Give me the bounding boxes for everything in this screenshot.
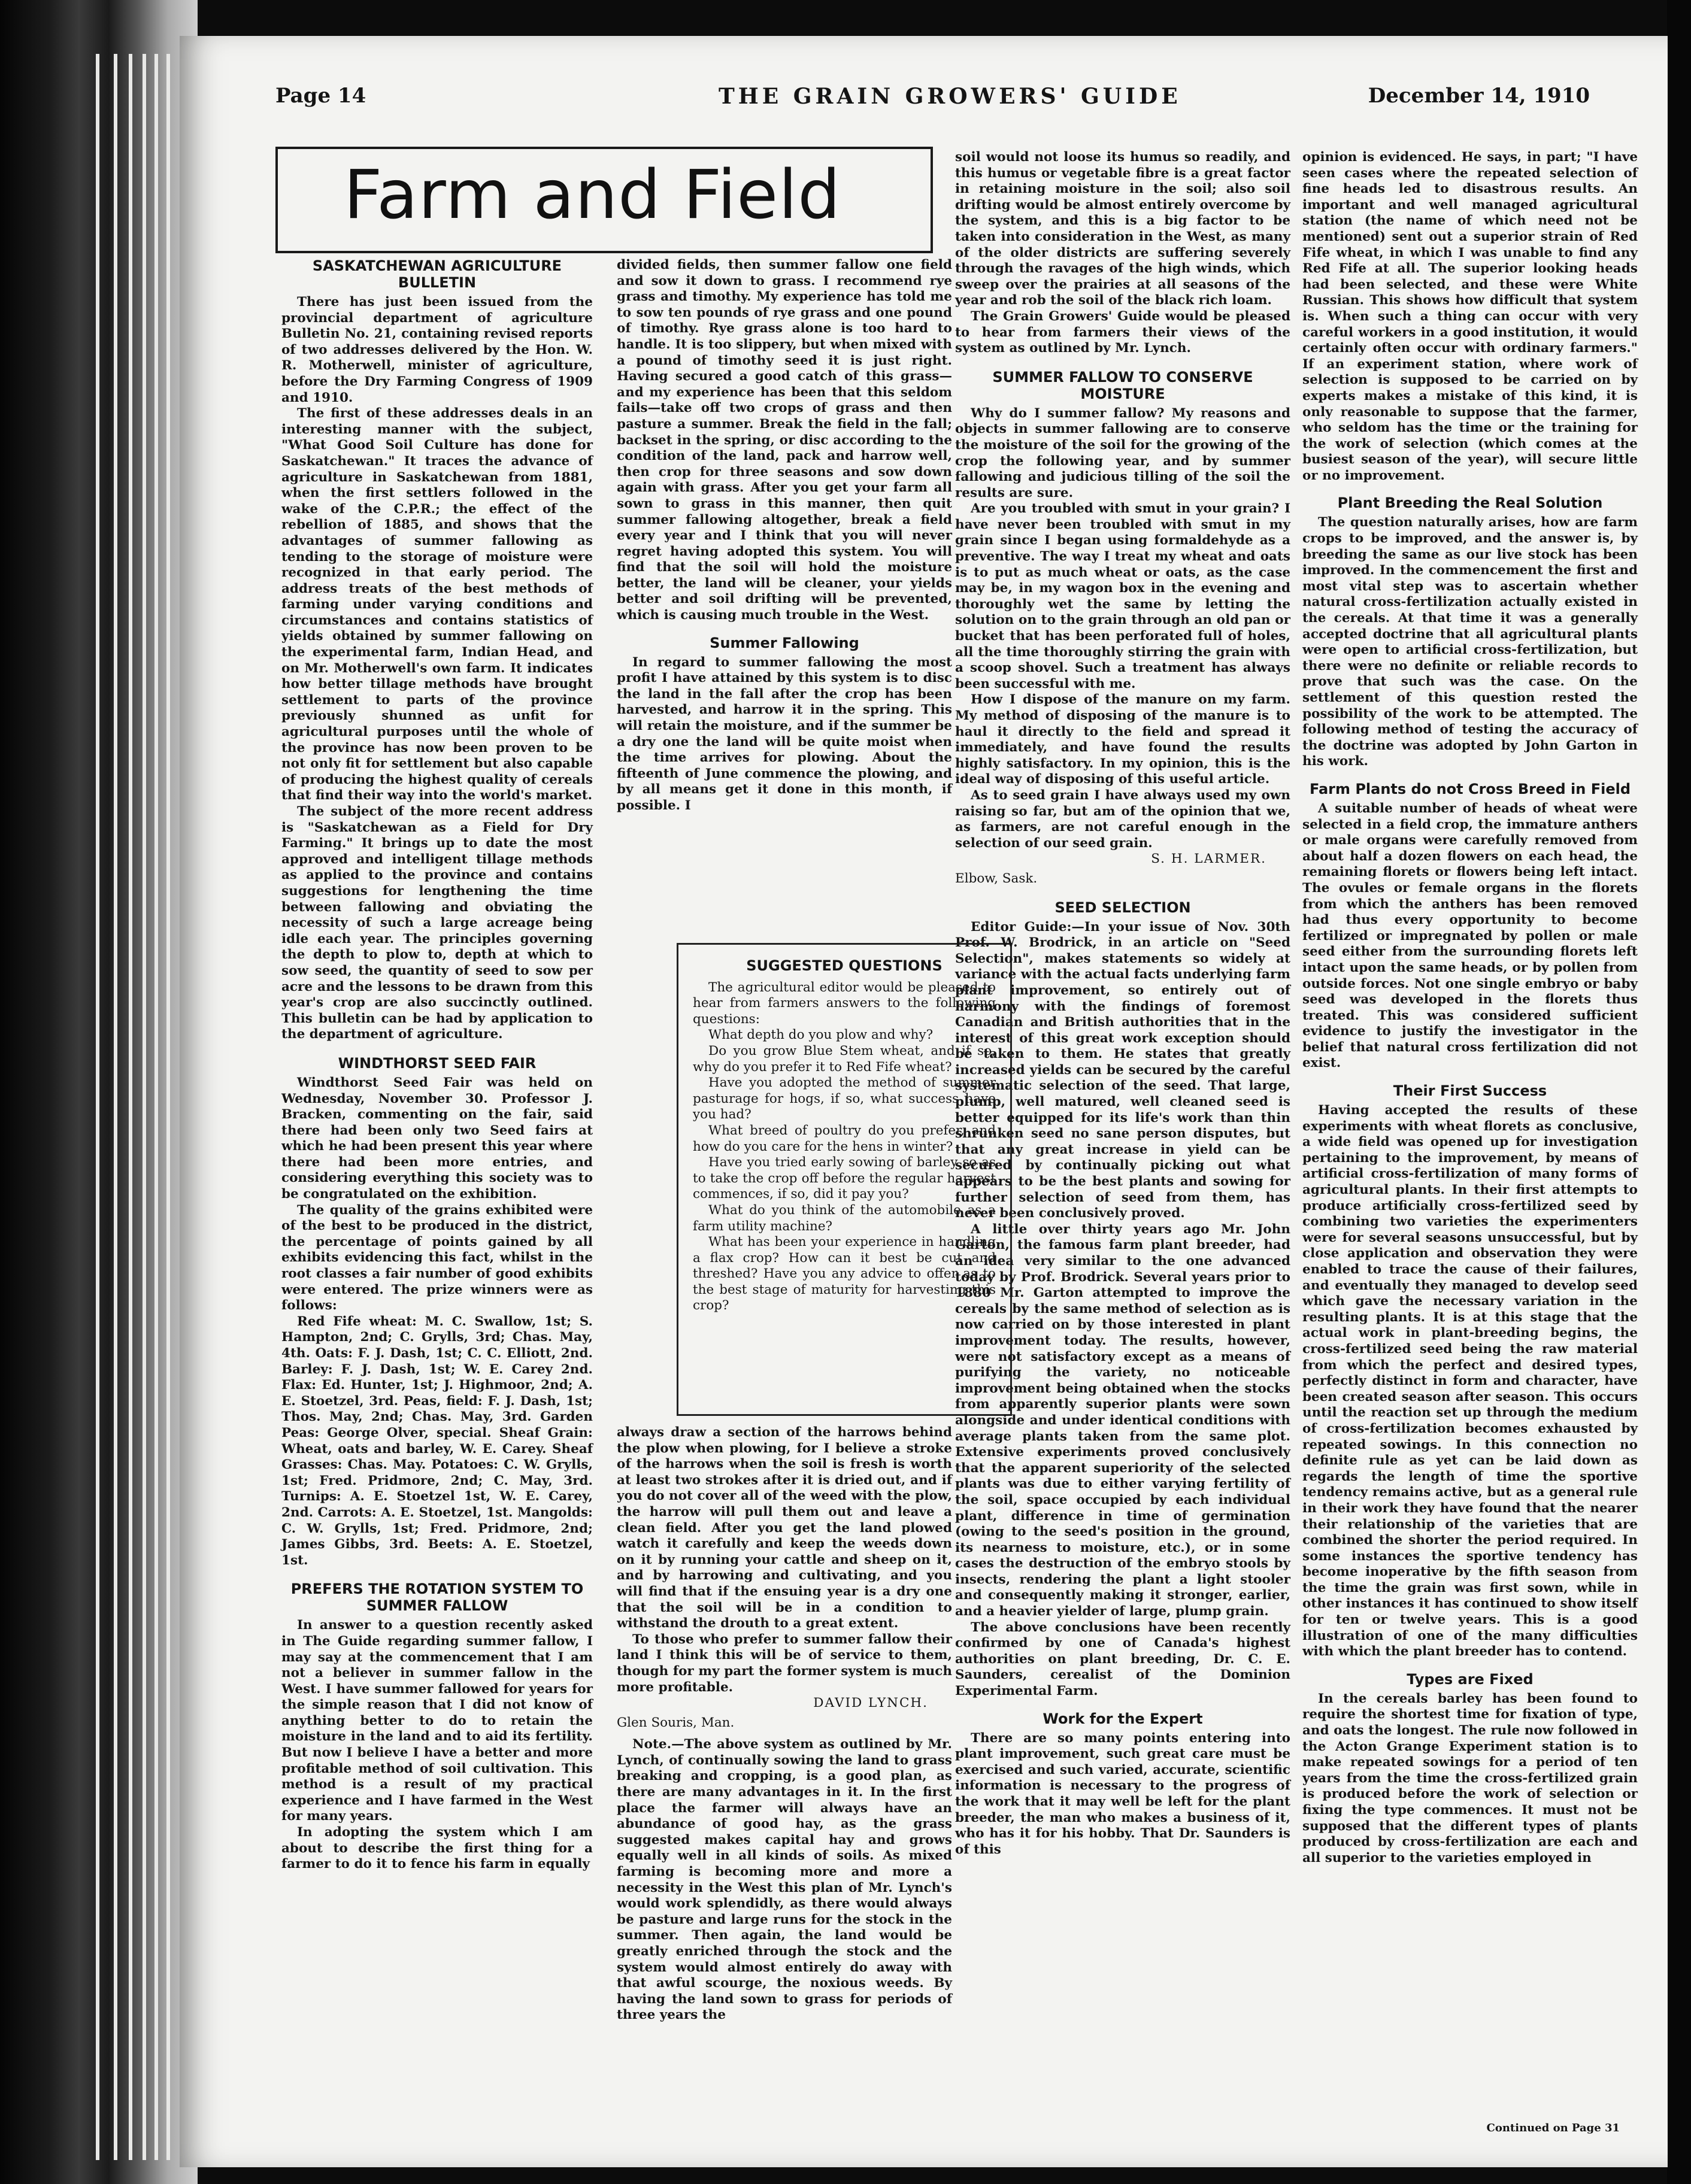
article-paragraph: A little over thirty years ago Mr. John Garton, the famous farm plant breeder, had an idea very similar to the one advanced today by Prof. Brodrick. Several years prior to 1880 Mr. Garton attempted to improve the cereals by the same method of selection as is now carried on by those interested in plant improvement today. The results, however, were not satisfactory except as a means of purifying the variety, no noticeable improvement being obtained when the stocks from apparently superior plants were sown alongside and under identical conditions with average plants taken from the same plot. Extensive experiments proved conclusively that the apparent superiority of the selected plants was due to either varying fertility of the soil, space occupied by each individual plant, difference in time of germination (owing to the seed's position in the ground, its nearness to moisture, etc.), or in some cases the destruction of the embryo stools by insects, rendering the plant a light stooler and consequently making it stronger, earlier, and a heavier yielder of large, plump grain.	[955, 1221, 1290, 1619]
question-item: What breed of poultry do you prefer, and how do you care for the hens in winter?	[693, 1123, 996, 1154]
article-paragraph: There has just been issued from the provincial department of agriculture Bulletin No. 21, containing revised reports of two addresses delivered by the Hon. W. R. Motherwell, minister of agriculture, before the Dry Farming Congress of 1909 and 1910.	[281, 295, 593, 405]
article-paragraph: How I dispose of the manure on my farm. My method of disposing of the manure is to haul it directly to the field and spread it immediately, and have found the results highly satisfactory. In my opinion, this is the ideal way of disposing of this useful article.	[955, 692, 1290, 787]
article-paragraph: opinion is evidenced. He says, in part; "I have seen cases where the repeated selection of fine heads led to disastrous results. An important and well managed agricultural station (the name of which need not be mentioned) sent out a superior strain of Red Fife wheat, in which I was unable to find any Red Fife at all. The superior looking heads had been selected, and these were White Russian. This shows how difficult that system is. When such a thing can occur with very careful workers in a good institution, it would certainly often occur with ordinary farmers." If an experiment station, where work of selection is supposed to be carried on by experts makes a mistake of this kind, it is only reasonable to suppose that the farmer, who seldom has the time or the training for the work of selection (which comes at the busiest season of the year), will secure little or no improvement.	[1302, 150, 1638, 483]
article-paragraph: A suitable number of heads of wheat were selected in a field crop, the immature anthers or male organs were carefully removed from about half a dozen flowers on each head, the remaining florets or flowers being left intact. The ovules or female organs in the florets from which the anthers has been removed had thus every opportunity to become fertilized or impregnated by pollen or male seed either from the surrounding florets left intact upon the same heads, or by pollen from outside forces. Not one single embryo or baby seed was developed in the florets thus treated. This was considered sufficient evidence to justify the investigator in the belief that natural cross fertilization did not exist.	[1302, 800, 1638, 1071]
column-4	[1302, 150, 1638, 1866]
article-paragraph: Editor Guide:—In your issue of Nov. 30th Prof. W. Brodrick, in an article on "Seed Selection", makes statements so widely at variance with the actual facts underlying farm plant improvement, so entirely out of harmony with the findings of foremost Canadian and British authorities that in the interest of this great work exception should be taken to them. He states that greatly increased yields can be secured by the careful systematic selection of the seed. That large, plump, well matured, well cleaned seed is better equipped for its life's work than thin shrunken seed no sane person disputes, but that any great increase in yield can be secured by continually picking out what appears to be the best plants and sowing for further selection of seed from them, has never been conclusively proved.	[955, 919, 1290, 1221]
article-paragraph: The first of these addresses deals in an interesting manner with the subject, "What Good Soil Culture has done for Saskatchewan." It traces the advance of agriculture in Saskatchewan from 1881, when the first settlers followed in the wake of the C.P.R.; the effect of the rebellion of 1885, and shows that the advantages of summer fallowing as tending to the storage of moisture were recognized in that early period. The address treats of the best methods of farming under varying conditions and circumstances and contains statistics of yields obtained by summer fallowing on the experimental farm, Indian Head, and on Mr. Motherwell's own farm. It indicates how better tillage methods have brought settlement to parts of the province previously shunned as unfit for agricultural purposes until the whole of the province has now been proven to be not only fit for settlement but also capable of producing the highest quality of cereals that find their way into the world's market.	[281, 406, 593, 803]
article-paragraph: divided fields, then summer fallow one field and sow it down to grass. I recommend rye grass and timothy. My experience has told me to sow ten pounds of rye grass and one pound of timothy. Rye grass alone is too hard to handle. It is too slippery, but when mixed with a pound of timothy seed it is just right. Having secured a good catch of this grass—and my experience has been that this seldom fails—take off two crops of grass and then pasture a summer. Break the field in the fall; backset in the spring, or disc according to the condition of the land, pack and harrow well, then crop for three seasons and sow down again with grass. After you get your farm all sown to grass in this manner, then quit summer fallowing altogether, break a field every year and I think that you will never regret having adopted this system. You will find that the soil will hold the moisture better, the land will be cleaner, your yields better and soil drifting will be prevented, which is causing much trouble in the West.	[617, 257, 952, 623]
author-signature: DAVID LYNCH.	[813, 1695, 928, 1711]
article-paragraph: In regard to summer fallowing the most profit I have attained by this system is to disc the land in the fall after the crop has been harvested, and harrow it in the spring. This will retain the moisture, and if the summer be a dry one the land will be quite moist when the time arrives for plowing. About the fifteenth of June commence the plowing, and by all means get it done in this month, if possible. I	[617, 654, 952, 813]
book-binding	[0, 0, 198, 2184]
question-item: What depth do you plow and why?	[708, 1027, 934, 1043]
column-2-lower	[617, 1425, 952, 2024]
question-item: Have you tried early sowing of barley so as to take the crop off before the regular harvest commences, if so, did it pay you?	[693, 1155, 996, 1202]
article-paragraph: The Grain Growers' Guide would be pleased to hear from farmers their views of the system as outlined by Mr. Lynch.	[955, 308, 1290, 356]
column-1	[281, 257, 593, 1873]
subheading: Plant Breeding the Real Solution	[1337, 495, 1603, 512]
subheading: Their First Success	[1393, 1082, 1547, 1100]
article-heading: SEED SELECTION	[1054, 899, 1191, 916]
question-item: Do you grow Blue Stem wheat, and if so, why do you prefer it to Red Fife wheat?	[693, 1043, 996, 1075]
article-paragraph: Having accepted the results of these experiments with wheat florets as conclusive, a wide field was opened up for investigation pertaining to the improvement, by means of artificial cross-fertilization of many forms of agricultural plants. In their first attempts to produce artificially cross-fertilized seed by combining two varieties the experimenters were for several seasons unsuccessful, but by close application and observation they were enabled to trace the cause of their failures, and eventually they managed to develop seed which gave the necessary variation in the resulting plants. It is at this stage that the actual work in plant-breeding begins, the cross-fertilized seed being the raw material from which the perfect and desired types, perfectly distinct in form and character, have been created season after season. This occurs until the reaction set up through the medium of cross-fertilization becomes exhausted by repeated sowings. In this connection no definite rule as yet can be laid down as regards the length of time the sportive tendency remains active, but as a general rule in their work they have found that the nearer their relationship of the varieties that are combined the shorter the period required. In some instances the sportive tendency has become inoperative by the fifth season from the time the grain was first sown, while in other instances it has continued to show itself for ten or twelve years. This is a good illustration of one of the many difficulties with which the plant breeder has to contend.	[1302, 1103, 1638, 1660]
author-location: Glen Souris, Man.	[617, 1715, 735, 1730]
column-3	[955, 150, 1290, 1858]
subheading: Work for the Expert	[1043, 1710, 1203, 1727]
section-title: Farm and Field	[344, 156, 841, 234]
subheading: Types are Fixed	[1407, 1670, 1534, 1688]
article-paragraph: As to seed grain I have always used my own raising so far, but am of the opinion that we, as farmers, are not careful enough in the selection of our seed grain.	[955, 787, 1290, 851]
column-2	[617, 257, 952, 814]
prize-list: Red Fife wheat: M. C. Swallow, 1st; S. Hampton, 2nd; C. Grylls, 3rd; Chas. May, 4th. Oats: F. J. Dash, 1st; C. C. Elliott, 2nd. Barley: F. J. Dash, 1st; W. E. Carey 2nd. Flax: Ed. Hunter, 1st; J. Highmoor, 2nd; A. E. Stoetzel, 3rd. Peas, field: F. J. Dash, 1st; Thos. May, 2nd; Chas. May, 3rd. Garden Peas: George Olver, special. Sheaf Grain: Wheat, oats and barley, W. E. Carey. Sheaf Grasses: Chas. May. Potatoes: C. W. Grylls, 1st; Fred. Pridmore, 2nd; C. May, 3rd. Turnips: A. E. Stoetzel 1st, W. E. Carey, 2nd. Carrots: A. E. Stoetzel, 1st. Mangolds: C. W. Grylls, 1st; Fred. Pridmore, 2nd; James Gibbs, 3rd. Beets: A. E. Stoetzel, 1st.	[281, 1314, 593, 1568]
question-item: Have you adopted the method of summer pasturage for hogs, if so, what success have you had?	[693, 1075, 996, 1123]
article-heading: SASKATCHEWAN AGRICULTURE BULLETIN	[312, 257, 562, 291]
article-heading: WINDTHORST SEED FAIR	[338, 1054, 537, 1072]
article-heading: PREFERS THE ROTATION SYSTEM TO SUMMER FALLOW	[290, 1581, 584, 1615]
article-heading: SUMMER FALLOW TO CONSERVE MOISTURE	[992, 368, 1253, 402]
question-item: The agricultural editor would be pleased to hear from farmers answers to the following questions:	[693, 979, 996, 1027]
article-paragraph: To those who prefer to summer fallow their land I think this will be of service to them, though for my part the former system is much more profitable.	[617, 1631, 952, 1695]
article-paragraph: always draw a section of the harrows behind the plow when plowing, for I believe a stroke of the harrows when the soil is fresh is worth at least two strokes after it is dried out, and if you do not cover all of the weed with the plow, the harrow will pull them out and leave a clean field. After you get the land plowed watch it carefully and keep the weeds down on it by running your cattle and sheep on it, and by harrowing and cultivating, and you will find that if the ensuing year is a dry one that the soil will be in a condition to withstand the drouth to a great extent.	[617, 1425, 952, 1631]
section-masthead	[275, 147, 933, 253]
article-paragraph: In adopting the system which I am about to describe the first thing for a farmer to do it to fence his farm in equally	[281, 1825, 593, 1872]
right-edge-shadow	[1667, 0, 1691, 2184]
article-paragraph: Note.—The above system as outlined by Mr. Lynch, of continually sowing the land to grass breaking and cropping, is a good plan, as there are many advantages in it. In the first place the farmer will always have an abundance of good hay, as the grass suggested makes capital hay and grows equally well in all kinds of soils. As mixed farming is becoming more and more a necessity in the West this plan of Mr. Lynch's would work splendidly, as there would always be pasture and large runs for the stock in the summer. Then again, the land would be greatly enriched through the stock and the system would almost entirely do away with that awful scourge, the noxious weeds. By having the land sown to grass for periods of three years the	[617, 1737, 952, 2023]
article-paragraph: Are you troubled with smut in your grain? I have never been troubled with smut in my grain since I began using formaldehyde as a preventive. The way I treat my wheat and oats is to put as much wheat or oats, as the case may be, in my wagon box in the evening and thoroughly wet the same by letting the solution on to the grain through an old pan or bucket that has been perforated full of holes, all the time thoroughly stirring the grain with a scoop shovel. Such a treatment has always been successful with me.	[955, 501, 1290, 691]
question-item: What has been your experience in handling a flax crop? How can it best be cut and threshed? Have you any advice to offer as to the best stage of maturity for harvesting this crop?	[693, 1234, 996, 1314]
article-paragraph: soil would not loose its humus so readily, and this humus or vegetable fibre is a great factor in retaining moisture in the soil; also soil drifting would be almost entirely overcome by the system, and this is a big factor to be taken into consideration in the West, as many of the older districts are suffering severely through the ravages of the high winds, which sweep over the prairies at all seasons of the year and rob the soil of the black rich loam.	[955, 150, 1290, 308]
article-paragraph: Windthorst Seed Fair was held on Wednesday, November 30. Professor J. Bracken, commenting on the fair, said there had been only two Seed fairs at which he had been present this year where there had been more entries, and considering everything this society was to be congratulated on the exhibition.	[281, 1075, 593, 1202]
issue-date: December 14, 1910	[1368, 84, 1590, 108]
subheading: Farm Plants do not Cross Breed in Field	[1309, 780, 1631, 797]
page-number: Page 14	[275, 84, 366, 108]
continued-notice: Continued on Page 31	[1486, 2122, 1620, 2134]
article-paragraph: The quality of the grains exhibited were of the best to be produced in the district, the percentage of points gained by all exhibits evidencing this fact, whilst in the root classes a fair number of good exhibits were entered. The prize winners were as follows:	[281, 1202, 593, 1314]
publication-title: THE GRAIN GROWERS' GUIDE	[719, 84, 1181, 109]
newspaper-page	[180, 36, 1668, 2167]
article-paragraph: In the cereals barley has been found to require the shortest time for fixation of type, and oats the longest. The rule now followed in the Acton Grange Experiment station is to make repeated sowings for a period of ten years from the time the cross-fertilized grain is produced before the work of selection or fixing the type commences. It must not be supposed that the different types of plants produced by cross-fertilization are each and all superior to the varieties employed in	[1302, 1691, 1638, 1866]
article-paragraph: The above conclusions have been recently confirmed by one of Canada's highest authorities on plant breeding, Dr. C. E. Saunders, cerealist of the Dominion Experimental Farm.	[955, 1619, 1290, 1699]
article-paragraph: The subject of the more recent address is "Saskatchewan as a Field for Dry Farming." It brings up to date the most approved and intelligent tillage methods as applied to the province and contains suggestions for lengthening the time between fallowing and obviating the necessity of such a large acreage being idle each year. The principles governing the depth to plow to, depth at which to sow seed, the quantity of seed to sow per acre and the lessons to be drawn from this year's crop are also succinctly outlined. This bulletin can be had by application to the department of agriculture.	[281, 804, 593, 1042]
subheading: Summer Fallowing	[710, 634, 859, 651]
box-heading: SUGGESTED QUESTIONS	[746, 957, 943, 974]
article-paragraph: In answer to a question recently asked in The Guide regarding summer fallow, I may say at the commencement that I am not a believer in summer fallow in the West. I have summer fallowed for years for the simple reason that I did not know of anything better to do to retain the moisture in the land and to aid its fertility. But now I believe I have a better and more profitable method of soil cultivation. This method is a result of my practical experience and I have farmed in the West for many years.	[281, 1618, 593, 1824]
author-location: Elbow, Sask.	[955, 870, 1038, 886]
article-paragraph: The question naturally arises, how are farm crops to be improved, and the answer is, by breeding the same as our live stock has been improved. In the commencement the first and most vital step was to ascertain whether natural cross-fertilization actually existed in the cereals. At that time it was a generally accepted doctrine that all agricultural plants were open to artificial cross-fertilization, but there were no definite or reliable records to prove that such was the case. On the settlement of this question rested the possibility of the work to be attempted. The following method of testing the accuracy of the doctrine was adopted by John Garton in his work.	[1302, 515, 1638, 769]
author-signature: S. H. LARMER.	[1151, 851, 1266, 867]
question-item: What do you think of the automobile as a farm utility machine?	[693, 1202, 996, 1234]
article-paragraph: Why do I summer fallow? My reasons and objects in summer fallowing are to conserve the moisture of the soil for the growing of the crop the following year, and by summer fallowing and judicious tilling of the soil the results are sure.	[955, 405, 1290, 500]
article-paragraph: There are so many points entering into plant improvement, such great care must be exercised and such varied, accurate, scientific information is necessary to the progress of the work that it may well be left for the plant breeder, the man who makes a business of it, who has it for his hobby. That Dr. Saunders is of this	[955, 1730, 1290, 1857]
